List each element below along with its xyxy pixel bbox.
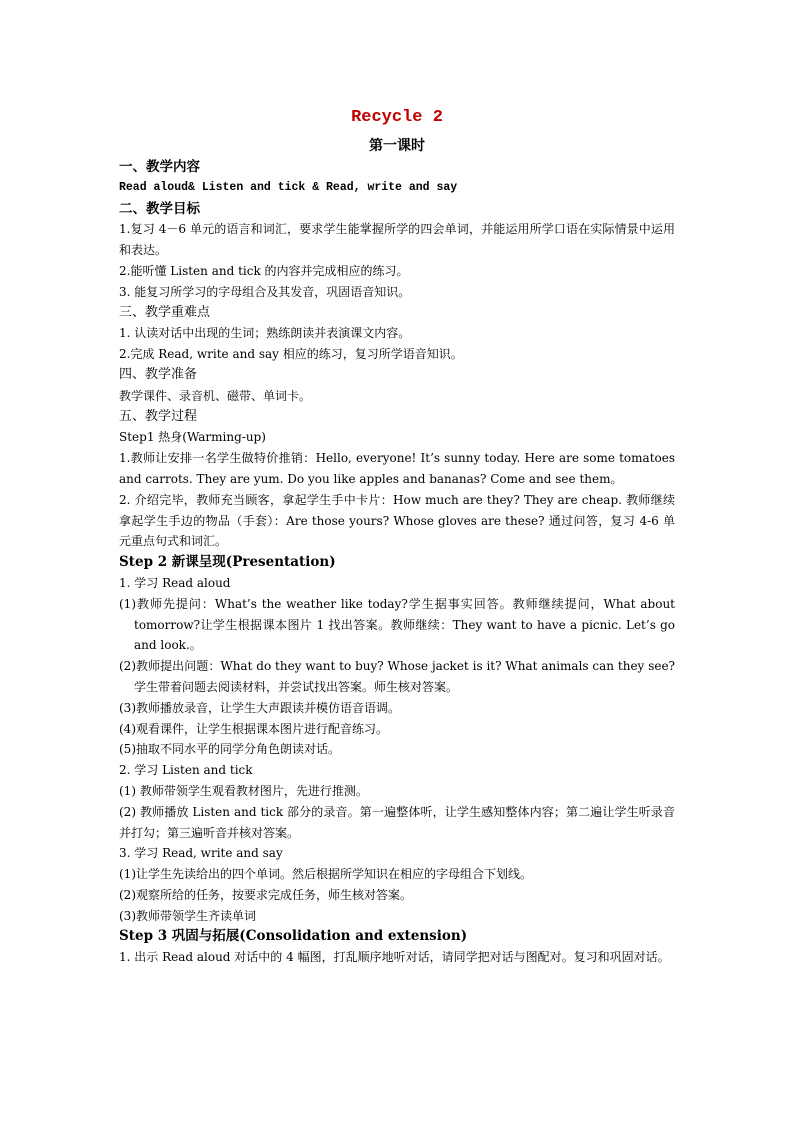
document-body bbox=[119, 105, 675, 968]
paragraph: (3)教师带领学生齐读单词 bbox=[119, 908, 256, 923]
paragraph: (4)观看课件，让学生根据课本图片进行配音练习。 bbox=[119, 721, 388, 736]
paragraph: 2.能听懂 Listen and tick 的内容并完成相应的练习。 bbox=[119, 263, 409, 278]
paragraph: Step1 热身(Warming-up) bbox=[119, 430, 266, 445]
paragraph: 3. 能复习所学习的字母组合及其发音，巩固语音知识。 bbox=[119, 284, 411, 299]
section-heading: 二、教学目标 bbox=[119, 200, 200, 217]
document-title: Recycle 2 bbox=[351, 108, 443, 127]
section-heading: Read aloud& Listen and tick & Read, write and say bbox=[119, 180, 458, 194]
paragraph: (3)教师播放录音，让学生大声跟读并模仿语音语调。 bbox=[119, 700, 401, 715]
paragraph: (2)教师提出问题：What do they want to buy? Whose jacket is it? What animals can they see?学生带着问题去阅读材料，并尝试找出答案。师生核对答案。 bbox=[119, 659, 675, 694]
paragraph: 3. 学习 Read, write and say bbox=[119, 846, 283, 861]
paragraph: (1)教师先提问：What’s the weather like today?学生据事实回答。教师继续提问，What about tomorrow?让学生根据课本图片 1 找出答案。教师继续：They want to have a picnic. Let’s go and look.。 bbox=[119, 596, 675, 653]
paragraph: 2.完成 Read, write and say 相应的练习，复习所学语音知识。 bbox=[119, 347, 463, 362]
section-heading: Step 2 新课呈现(Presentation) bbox=[119, 554, 336, 571]
section-heading: 四、教学准备 bbox=[119, 366, 198, 382]
paragraph: 2. 介绍完毕，教师充当顾客，拿起学生手中卡片：How much are they? They are cheap. 教师继续拿起学生手边的物品（手套）：Are those yours? Whose gloves are these? 通过问答，复习 4-6 单元重点句式和词汇。 bbox=[119, 492, 675, 549]
paragraph: (2)观察所给的任务，按要求完成任务，师生核对答案。 bbox=[119, 887, 413, 902]
paragraph: 1. 认读对话中出现的生词；熟练朗读并表演课文内容。 bbox=[119, 326, 411, 341]
paragraph: 1.教师让安排一名学生做特价推销：Hello, everyone! It’s sunny today. Here are some tomatoes and carrots. They are yum. Do you like apples and bananas? Come and see them。 bbox=[119, 451, 675, 486]
paragraph: (5)抽取不同水平的同学分角色朗读对话。 bbox=[119, 742, 340, 757]
section-heading: 三、教学重难点 bbox=[119, 304, 211, 320]
paragraph: 教学课件、录音机、磁带、单词卡。 bbox=[119, 388, 312, 403]
paragraph: 2. 学习 Listen and tick bbox=[119, 763, 253, 778]
paragraph: (1) 教师带领学生观看教材图片，先进行推测。 bbox=[119, 783, 368, 798]
section-heading: Step 3 巩固与拓展(Consolidation and extension) bbox=[119, 928, 468, 945]
section-heading: 一、教学内容 bbox=[119, 159, 200, 175]
paragraph: (1)让学生先读给出的四个单词。然后根据所学知识在相应的字母组合下划线。 bbox=[119, 867, 533, 882]
paragraph: 1. 出示 Read aloud 对话中的 4 幅图，打乱顺序地听对话，请同学把对话与图配对。复习和巩固对话。 bbox=[119, 950, 670, 965]
paragraph: (2) 教师播放 Listen and tick 部分的录音。第一遍整体听，让学生感知整体内容；第二遍让学生听录音并打勾；第三遍听音并核对答案。 bbox=[119, 804, 675, 840]
lesson-plan-text bbox=[119, 157, 675, 968]
paragraph: 1. 学习 Read aloud bbox=[119, 575, 231, 590]
paragraph: 1.复习 4－6 单元的语言和词汇，要求学生能掌握所学的四会单词，并能运用所学口语在实际情景中运用和表达。 bbox=[119, 222, 675, 258]
section-heading: 五、教学过程 bbox=[119, 408, 198, 424]
lesson-subtitle: 第一课时 bbox=[369, 138, 425, 154]
